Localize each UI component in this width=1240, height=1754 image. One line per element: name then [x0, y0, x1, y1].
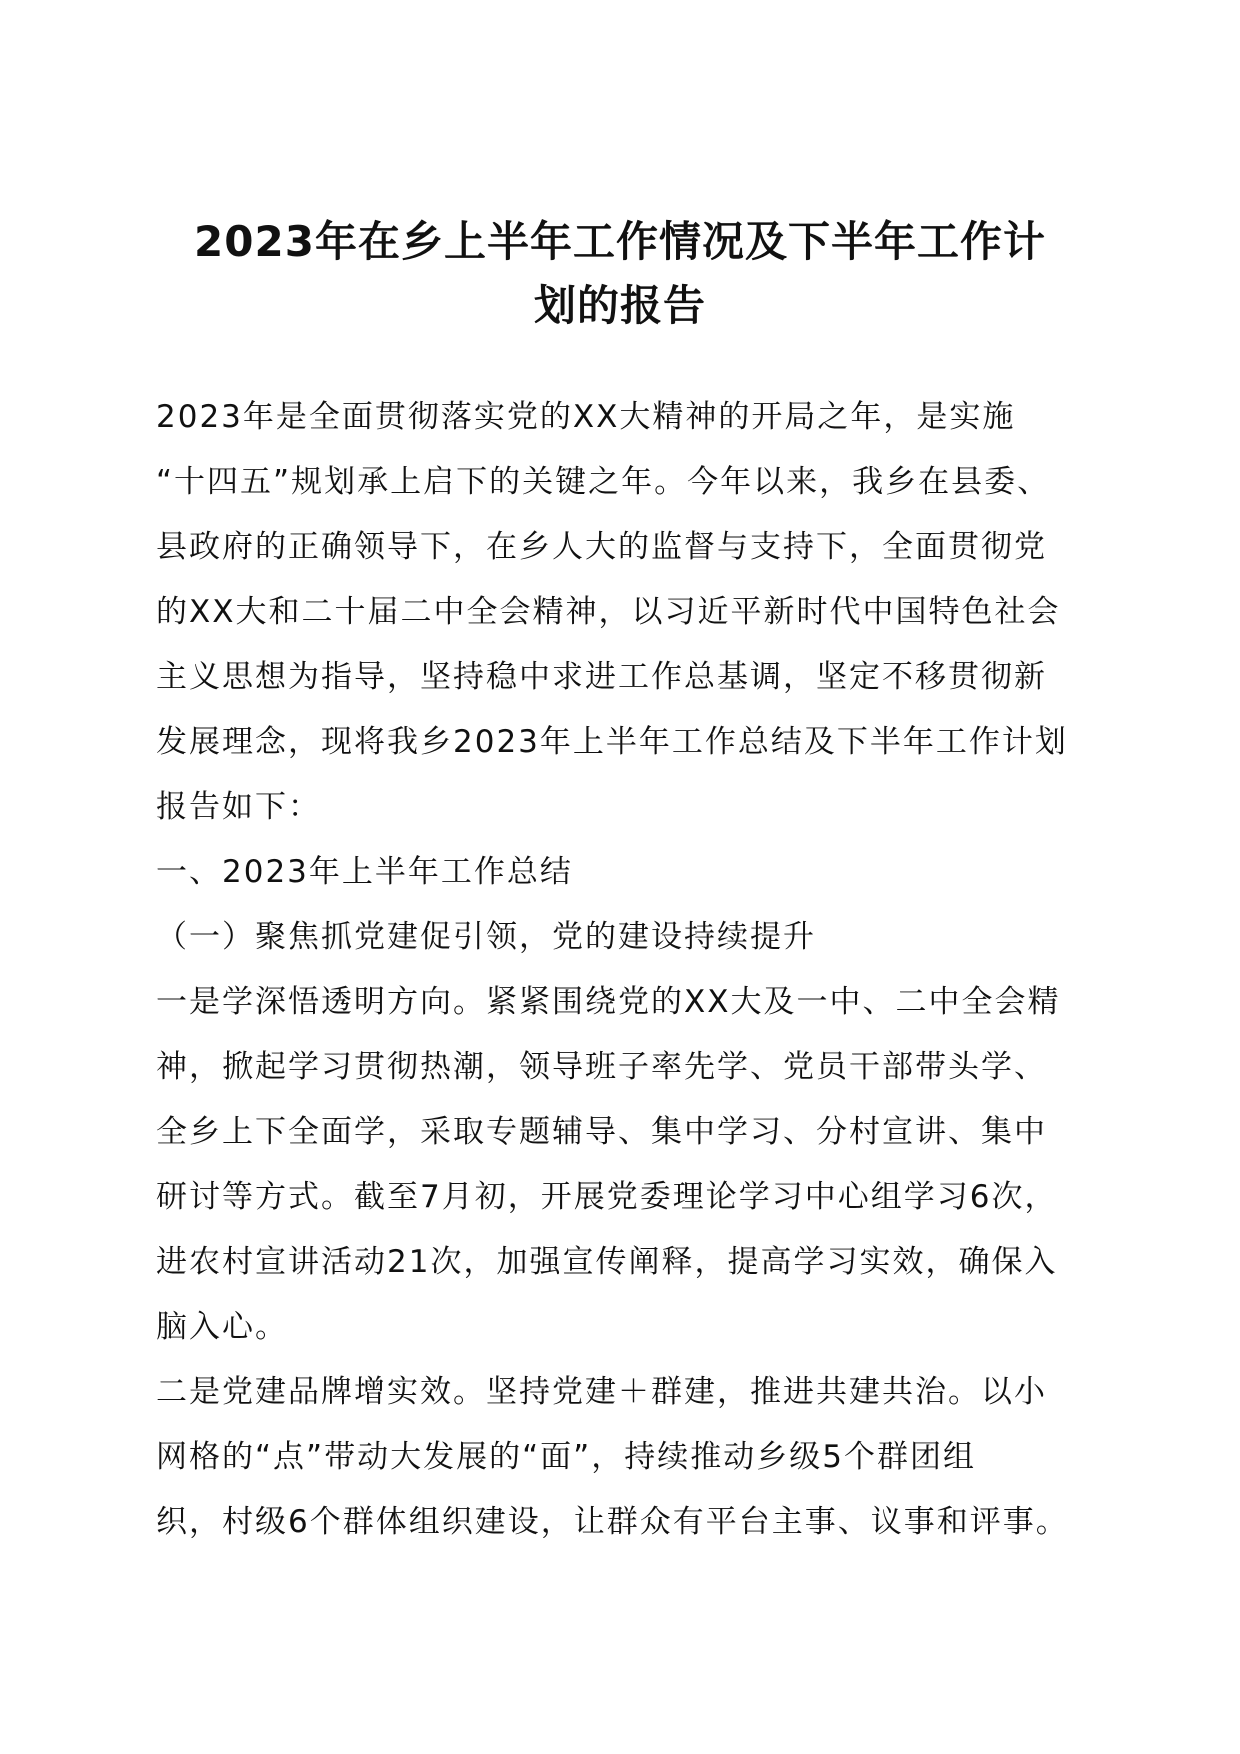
document-body [156, 385, 1086, 1555]
body-line-13: 研讨等方式。截至7月初，开展党委理论学习中心组学习6次， [156, 1179, 1058, 1215]
body-line-11: 神，掀起学习贯彻热潮，领导班子率先学、党员干部带头学、 [156, 1049, 1047, 1085]
body-line-17: 网格的“点”带动大发展的“面”，持续推动乡级5个群团组 [156, 1439, 976, 1475]
body-line-6: 发展理念，现将我乡2023年上半年工作总结及下半年工作计划 [156, 724, 1068, 760]
document-title [150, 210, 1090, 338]
body-line-4: 的XX大和二十届二中全会精神，以习近平新时代中国特色社会 [156, 594, 1061, 630]
body-line-15: 脑入心。 [156, 1309, 288, 1345]
body-line-7: 报告如下： [156, 789, 321, 825]
body-line-1: 2023年是全面贯彻落实党的XX大精神的开局之年，是实施 [156, 399, 1016, 435]
subsection-heading-1: （一）聚焦抓党建促引领，党的建设持续提升 [156, 919, 816, 955]
body-line-10: 一是学深悟透明方向。紧紧围绕党的XX大及一中、二中全会精 [156, 984, 1061, 1020]
section-heading-1: 一、2023年上半年工作总结 [156, 854, 573, 890]
body-line-14: 进农村宣讲活动21次，加强宣传阐释，提高学习实效，确保入 [156, 1244, 1058, 1280]
body-line-12: 全乡上下全面学，采取专题辅导、集中学习、分村宣讲、集中 [156, 1114, 1047, 1150]
body-line-5: 主义思想为指导，坚持稳中求进工作总基调，坚定不移贯彻新 [156, 659, 1047, 695]
title-line-2: 划的报告 [533, 281, 706, 330]
title-line-1: 2023年在乡上半年工作情况及下半年工作计 [194, 217, 1046, 266]
body-line-3: 县政府的正确领导下，在乡人大的监督与支持下，全面贯彻党 [156, 529, 1047, 565]
body-line-2: “十四五”规划承上启下的关键之年。今年以来，我乡在县委、 [156, 464, 1051, 500]
body-line-16: 二是党建品牌增实效。坚持党建＋群建，推进共建共治。以小 [156, 1374, 1047, 1410]
body-line-18: 织，村级6个群体组织建设，让群众有平台主事、议事和评事。 [156, 1504, 1069, 1540]
